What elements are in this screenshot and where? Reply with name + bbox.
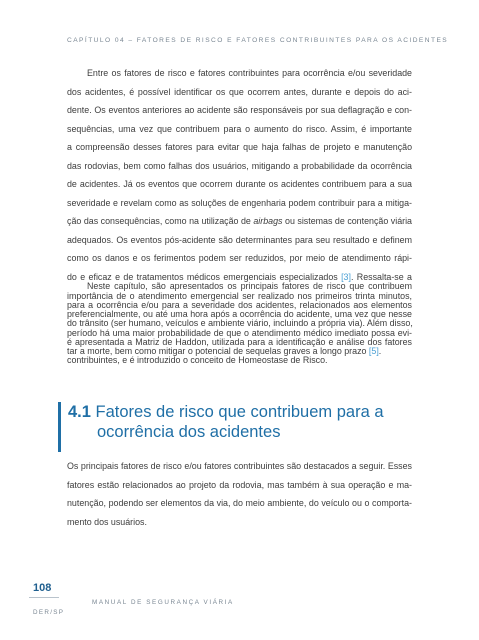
text-line: das rodovias, bem como falhas dos usuários, mitigando a probabilidade da ocorrência (67, 160, 412, 171)
text-line: de acidentes. Já os eventos que ocorrem durante os acidentes contribuem para a sua (67, 179, 412, 190)
text-line: Entre os fatores de risco e fatores contribuintes para ocorrência e/ou severidade (87, 68, 412, 78)
text-run: ção das consequências, como na utilização de (67, 216, 254, 227)
section-number: 4.1 (68, 403, 91, 421)
section-title-line2: ocorrência dos acidentes (97, 423, 281, 441)
footer-divider (29, 597, 59, 598)
text-line: dente. Os eventos anteriores ao acidente são responsáveis por sua deflagração e con- (67, 105, 412, 116)
text-line: Neste capítulo, são apresentados os principais fatores de risco que contribuem (87, 281, 412, 291)
text-line: nutenção, podendo ser elementos da via, do meio ambiente, do veículo ou o comporta- (67, 498, 412, 509)
section-title-line1: Fatores de risco que contribuem para a (95, 403, 384, 421)
text-line: sequências, uma vez que contribuem para o aumento do risco. Assim, é importante (67, 123, 412, 134)
text-line: Os principais fatores de risco e/ou fatores contribuintes são destacados a seguir. Esses (67, 461, 412, 471)
text-line: fatores estão relacionados ao projeto da rodovia, mas também à sua operação e ma- (67, 479, 412, 490)
text-run: . Ressalta-se a (350, 272, 412, 283)
text-run: . (378, 346, 382, 357)
page-number: 108 (33, 582, 52, 594)
paragraph-chapter-overview (67, 277, 412, 370)
text-run: ou sistemas de contenção viária (282, 216, 412, 227)
text-line: a compreensão desses fatores para evitar que haja falhas de projeto e manutenção (67, 142, 412, 153)
text-line: importância de o atendimento emergencial ser realizado nos primeiros trinta minutos, (67, 290, 412, 301)
text-run: tar a morte, bem como mitigar o potencial de sequelas graves a longo prazo (67, 346, 369, 357)
text-line: dos acidentes, é possível identificar os que ocorrem antes, durante e depois do aci- (67, 86, 412, 97)
text-line: é apresentada a Matriz de Haddon, utilizada para a identificação e análise dos fatores (67, 336, 412, 347)
footer-publisher: DER/SP (33, 609, 65, 616)
section-heading (58, 400, 418, 452)
text-line: como os danos e os ferimentos podem ser reduzidos, por meio de atendimento rápi- (67, 253, 412, 264)
running-head: CAPÍTULO 04 – FATORES DE RISCO E FATORES CONTRIBUINTES PARA OS ACIDENTES (67, 37, 449, 44)
footer-book-title: MANUAL DE SEGURANÇA VIÁRIA (92, 599, 234, 606)
section-accent-bar (58, 402, 61, 452)
text-line (67, 212, 412, 231)
text-line: para a ocorrência e/ou para a severidade dos acidentes, relacionados aos elementos (67, 299, 412, 310)
text-line: severidade e revelam como as soluções de engenharia podem contribuir para a mitiga- (67, 197, 412, 208)
text-line: mento dos usuários. (67, 516, 147, 527)
text-line: preferencialmente, ou até uma hora após a ocorrência do acidente, uma vez que nesse (67, 309, 412, 320)
text-line: período há uma maior probabilidade de que o atendimento médico imediato possa evi- (67, 327, 412, 338)
citation-link-3[interactable]: [3] (341, 272, 351, 283)
paragraph-section-intro (67, 457, 412, 531)
citation-link-5[interactable]: [5] (368, 346, 379, 357)
text-line: adequados. Os eventos pós-acidente são determinantes para seu resultado e definem (67, 234, 412, 245)
section-title (68, 402, 408, 442)
text-line: contribuintes, e é introduzido o conceito de Homeostase de Risco. (67, 355, 328, 366)
text-line: do trânsito (ser humano, veículos e ambiente viário, incluindo a própria via). Além disso, (67, 318, 413, 329)
emphasis-airbags: airbags (253, 216, 283, 227)
text-run: do e eficaz e de tratamentos médicos emergenciais especializados (67, 272, 342, 283)
